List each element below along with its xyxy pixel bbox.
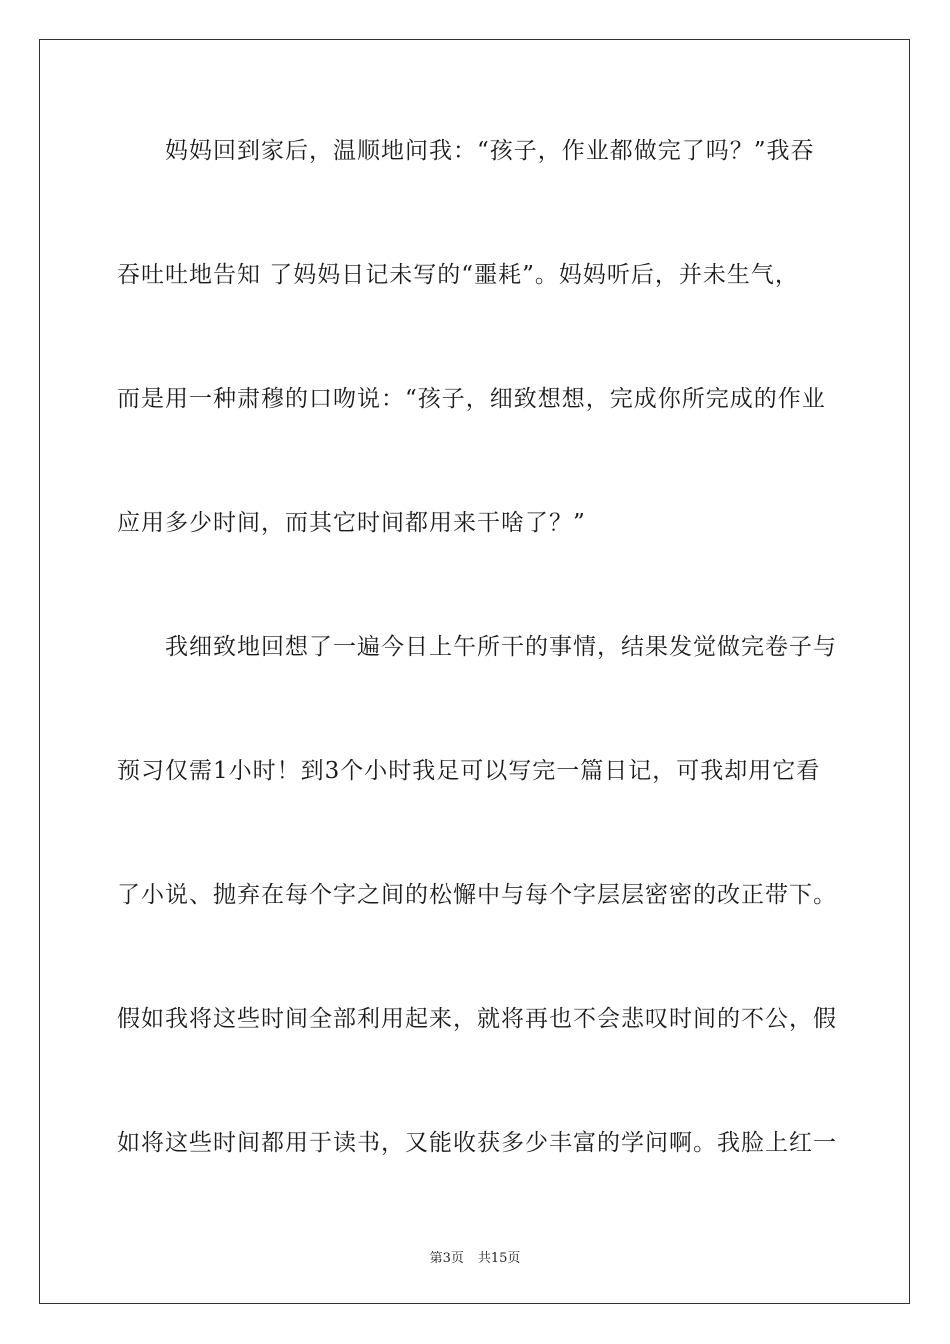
text-line: 如将这些时间都用于读书，又能收获多少丰富的学问啊。我脸上红一 [117, 1130, 837, 1156]
page-border [39, 39, 910, 1304]
text-line: 预习仅需1小时！到3个小时我足可以写完一篇日记，可我却用它看 [117, 758, 821, 784]
text-line: 应用多少时间，而其它时间都用来干啥了？” [117, 510, 586, 536]
text-line: 妈妈回到家后，温顺地问我：“孩子，作业都做完了吗？”我吞 [165, 138, 815, 164]
page-footer [0, 1247, 950, 1266]
text-line: 吞吐吐地告知 了妈妈日记未写的“噩耗”。妈妈听后，并未生气， [117, 262, 799, 288]
text-line: 了小说、抛弃在每个字之间的松懈中与每个字层层密密的改正带下。 [117, 882, 837, 908]
text-line: 我细致地回想了一遍今日上午所干的事情，结果发觉做完卷子与 [165, 634, 837, 660]
text-line: 假如我将这些时间全部利用起来，就将再也不会悲叹时间的不公，假 [117, 1006, 837, 1032]
page-total: 共15页 [477, 1251, 521, 1266]
page-number: 第3页 [429, 1251, 464, 1266]
text-line: 而是用一种肃穆的口吻说：“孩子，细致想想，完成你所完成的作业 [117, 386, 826, 412]
